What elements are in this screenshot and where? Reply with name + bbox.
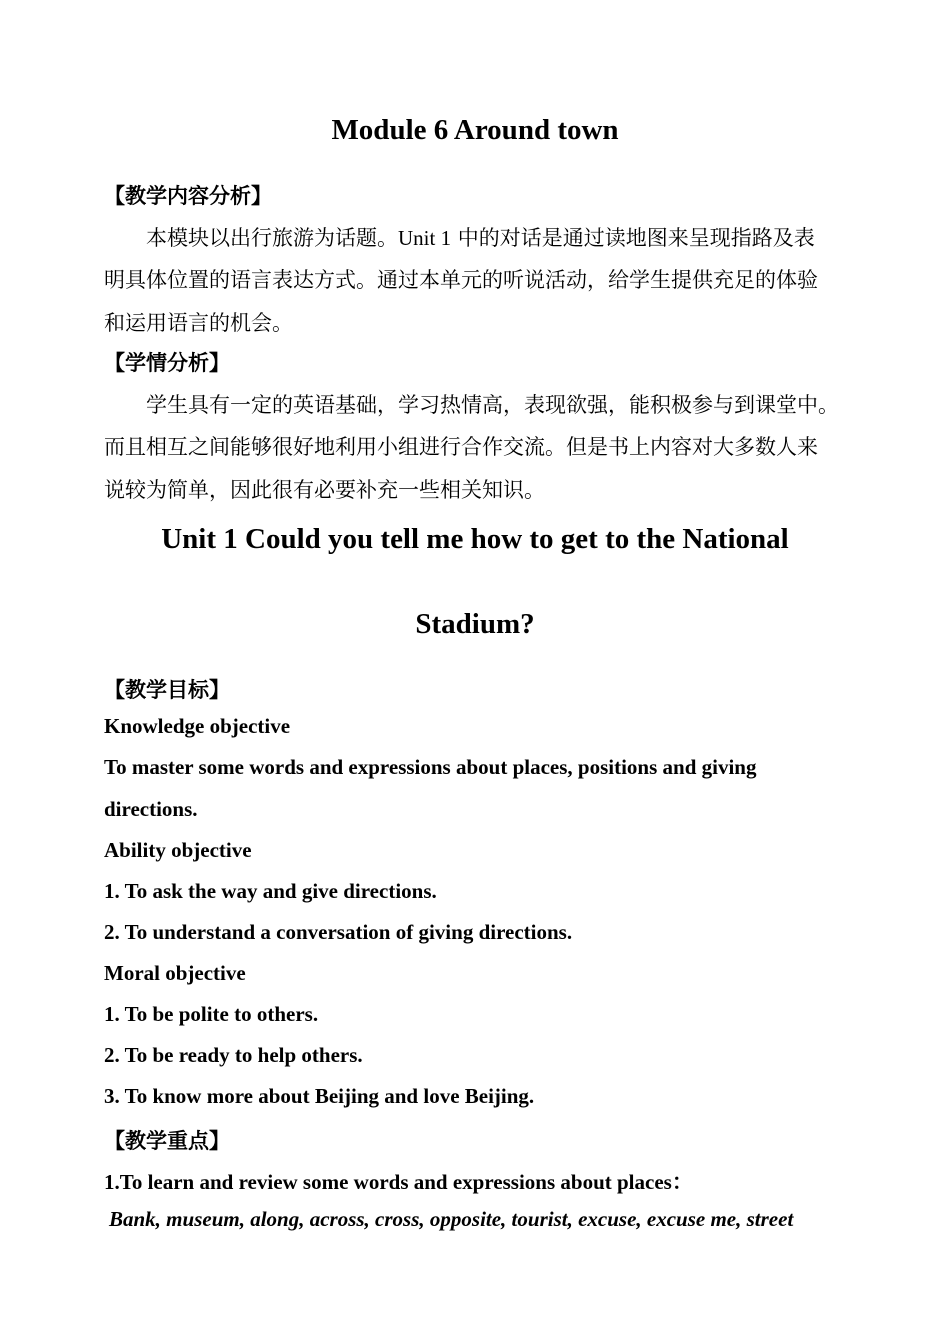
paragraph-line: 而且相互之间能够很好地利用小组进行合作交流。但是书上内容对大多数人来 <box>104 435 818 459</box>
section-heading-content-analysis: 【教学内容分析】 <box>104 184 272 208</box>
text-span-unit: Unit 1 <box>398 226 452 250</box>
section-heading-key-points: 【教学重点】 <box>104 1129 230 1153</box>
page-title: Module 6 Around town <box>331 114 619 146</box>
key-point-words: Bank, museum, along, across, cross, opposite, tourist, excuse, excuse me, street <box>109 1207 794 1231</box>
ability-objective-item: 2. To understand a conversation of giving directions. <box>104 920 573 944</box>
paragraph-line: 和运用语言的机会。 <box>104 311 293 335</box>
paragraph-line: 学生具有一定的英语基础，学习热情高，表现欲强，能积极参与到课堂中。 <box>146 393 839 417</box>
section-heading-objectives: 【教学目标】 <box>104 678 230 702</box>
paragraph-line <box>146 222 815 252</box>
paragraph-line: 明具体位置的语言表达方式。通过本单元的听说活动，给学生提供充足的体验 <box>104 268 818 292</box>
section-heading-student-analysis: 【学情分析】 <box>104 351 230 375</box>
text-span: 中的对话是通过读地图来呈现指路及表 <box>451 226 815 250</box>
knowledge-objective-label: Knowledge objective <box>104 714 291 738</box>
key-point-item: 1.To learn and review some words and expressions about places： <box>104 1170 693 1194</box>
moral-objective-item: 1. To be polite to others. <box>104 1002 319 1026</box>
knowledge-objective-text: To master some words and expressions about places, positions and giving <box>104 755 757 779</box>
moral-objective-item: 3. To know more about Beijing and love Beijing. <box>104 1084 535 1108</box>
ability-objective-label: Ability objective <box>104 838 252 862</box>
ability-objective-item: 1. To ask the way and give directions. <box>104 879 437 903</box>
text-span: 本模块以出行旅游为话题。 <box>146 226 398 250</box>
unit-title-line1: Unit 1 Could you tell me how to get to the National <box>161 523 789 555</box>
paragraph-line: 说较为简单，因此很有必要补充一些相关知识。 <box>104 478 545 502</box>
knowledge-objective-text: directions. <box>104 797 198 821</box>
moral-objective-label: Moral objective <box>104 961 246 985</box>
moral-objective-item: 2. To be ready to help others. <box>104 1043 363 1067</box>
unit-title-line2: Stadium? <box>415 608 535 640</box>
